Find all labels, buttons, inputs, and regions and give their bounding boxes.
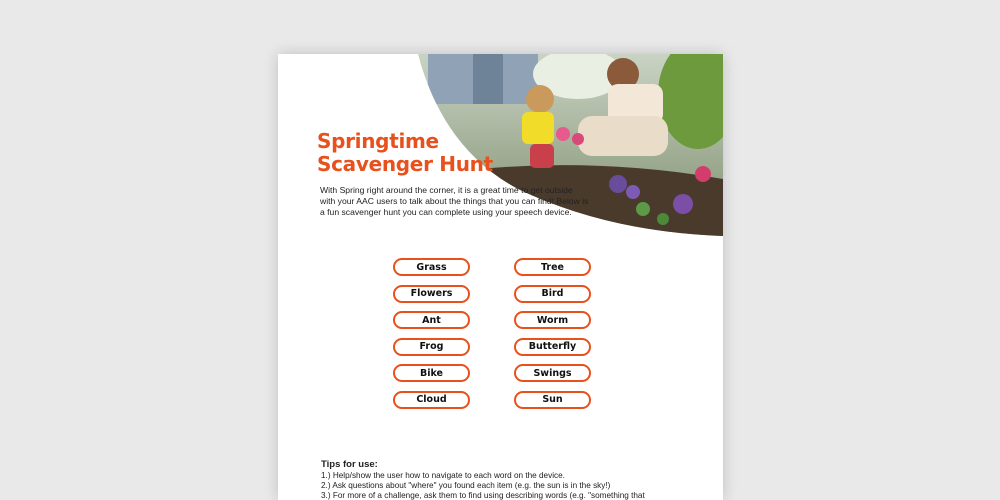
intro-text: With Spring right around the corner, it is a great time to get outside with your AAC users to talk about the things that you can find! Below is a fun scavenger hunt you can complete using your speech device.	[320, 185, 589, 217]
word-pill: Butterfly	[514, 338, 591, 356]
title-line-1: Springtime	[317, 129, 439, 153]
word-list	[393, 258, 591, 409]
tip-item: 2.) Ask questions about "where" you found each item (e.g. the sun is in the sky!)	[321, 481, 611, 491]
word-pill: Ant	[393, 311, 470, 329]
tip-item: 1.) Help/show the user how to navigate to each word on the device.	[321, 471, 565, 480]
worksheet-page	[278, 54, 723, 500]
word-pill: Swings	[514, 364, 591, 382]
word-pill: Cloud	[393, 391, 470, 409]
tips-section	[321, 459, 721, 500]
tip-item: 3.) For more of a challenge, ask them to find using describing words (e.g. "something that	[321, 491, 645, 500]
word-pill: Bike	[393, 364, 470, 382]
tips-heading: Tips for use:	[321, 459, 378, 470]
word-pill: Sun	[514, 391, 591, 409]
word-pill: Flowers	[393, 285, 470, 303]
word-pill: Tree	[514, 258, 591, 276]
word-pill: Worm	[514, 311, 591, 329]
word-pill: Bird	[514, 285, 591, 303]
word-pill: Grass	[393, 258, 470, 276]
word-pill: Frog	[393, 338, 470, 356]
title-line-2: Scavenger Hunt	[317, 152, 493, 176]
page-title	[317, 130, 493, 176]
